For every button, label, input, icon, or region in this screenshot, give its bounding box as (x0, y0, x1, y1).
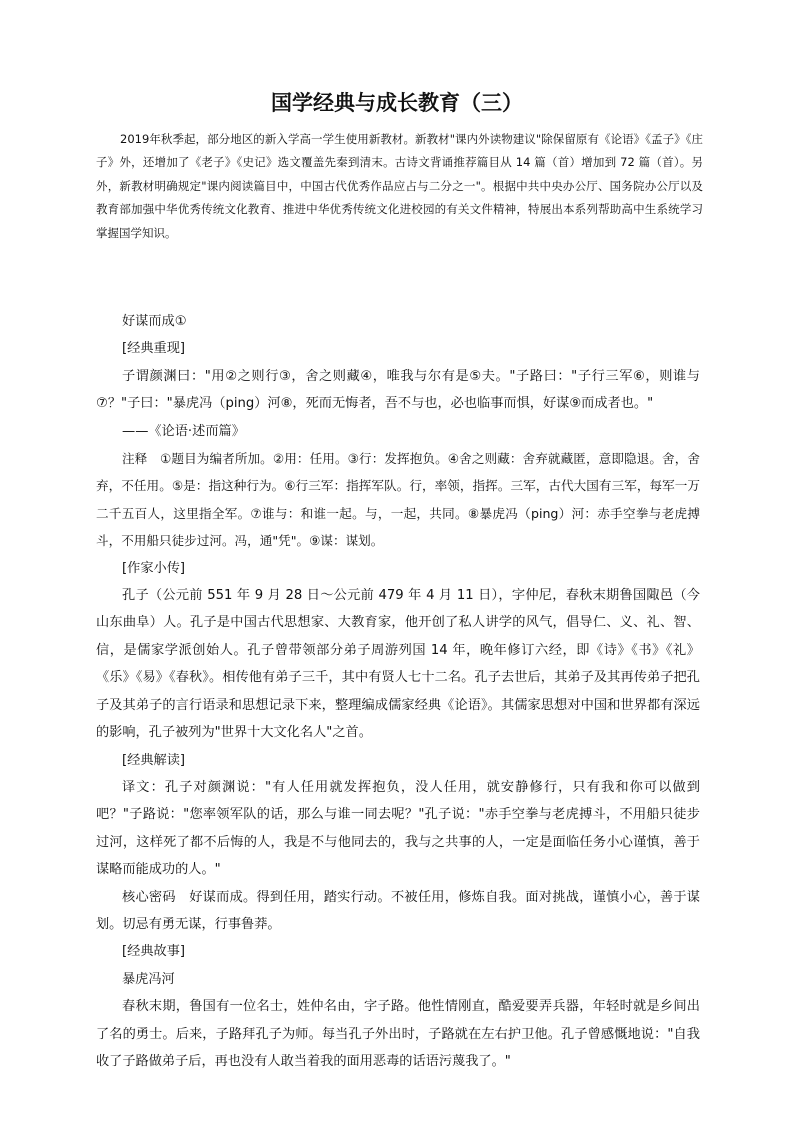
intro-paragraph: 2019年秋季起，部分地区的新入学高一学生使用新教材。新教材"课内外读物建议"除保留原有《论语》《孟子》《庄子》外，还增加了《老子》《史记》选文覆盖先秦到清末。古诗文背诵推荐篇目从 14 篇（首）增加到 72 篇（首）。另外，新教材明确规定"课内阅读篇目中，中国古代优秀作品应占与二分之一"。根据中共中央办公厅、国务院办公厅以及教育部加强中华优秀传统文化教育、推进中华优秀传统文化进校园的有关文件精神，特展出本系列帮助高中生系统学习掌握国学知识。 (96, 132, 703, 240)
story-paragraph: 春秋末期，鲁国有一位名士，姓仲名由，字子路。他性情刚直，酷爱要弄兵器，年轻时就是乡间出了名的勇士。后来，子路拜孔子为师。每当孔子外出时，子路就在左右护卫他。孔子曾感慨地说："自我收了子路做弟子后，再也没有人敢当着我的面用恶毒的话语污蔑我了。" (96, 999, 700, 1069)
section-label-biography: [作家小传] (122, 560, 186, 576)
annotation-paragraph: 注释 ①题目为编者所加。②用：任用。③行：发挥抱负。④舍之则藏：舍弃就藏匿，意即隐退。舍，舍弃，不任用。⑤是：指这种行为。⑥行三军：指挥军队。行，率领，指挥。三军，古代大国有三军，每军一万二千五百人，这里指全军。⑦谁与：和谁一起。与，一起，共同。⑧暴虎冯（ping）河：赤手空拳与老虎搏斗，不用船只徒步过河。冯，通"凭"。⑨谋：谋划。 (96, 451, 700, 549)
translation-paragraph: 译文：孔子对颜渊说："有人任用就发挥抱负，没人任用，就安静修行，只有我和你可以做到吧？"子路说："您率领军队的话，那么与谁一同去呢？"孔子说："赤手空拳与老虎搏斗，不用船只徒步过河，这样死了都不后悔的人，我是不与他同去的，我与之共事的人，一定是面临任务小心谨慎，善于谋略而能成功的人。" (96, 779, 700, 878)
article-body (96, 308, 700, 1075)
core-code-paragraph: 核心密码 好谋而成。得到任用，踏实行动。不被任用，修炼自我。面对挑战，谨慎小心，善于谋划。切忌有勇无谋，行事鲁莽。 (96, 889, 700, 932)
section-label-interpretation: [经典解读] (122, 752, 186, 768)
biography-paragraph: 孔子（公元前 551 年 9 月 28 日～公元前 479 年 4 月 11 日），字仲尼，春秋末期鲁国陬邑（今山东曲阜）人。孔子是中国古代思想家、大教育家，他开创了私人讲学的风气，倡导仁、义、礼、智、信，是儒家学派创始人。孔子曾带领部分弟子周游列国 14 年，晚年修订六经，即《诗》《书》《礼》《乐》《易》《春秋》。相传他有弟子三千，其中有贤人七十二名。孔子去世后，其弟子及其再传弟子把孔子及其弟子的言行语录和思想记录下来，整理编成儒家经典《论语》。其儒家思想对中国和世界都有深远的影响，孔子被列为"世界十大文化名人"之首。 (96, 588, 700, 741)
classic-text: 子谓颜渊曰："用②之则行③，舍之则藏④，唯我与尔有是⑤夫。"子路曰："子行三军⑥，则谁与⑦？"子曰："暴虎冯（ping）河⑧，死而无悔者，吾不与也，必也临事而惧，好谋⑨而成者也。" (96, 368, 700, 412)
page-title: 国学经典与成长教育（三） (271, 91, 523, 115)
section-label-classic: [经典重现] (122, 341, 186, 357)
story-title: 暴虎冯河 (122, 971, 175, 987)
section-label-story: [经典故事] (122, 944, 186, 960)
section-heading-title: 好谋而成① (122, 314, 187, 329)
source-citation: ——《论语·述而篇》 (122, 423, 245, 439)
